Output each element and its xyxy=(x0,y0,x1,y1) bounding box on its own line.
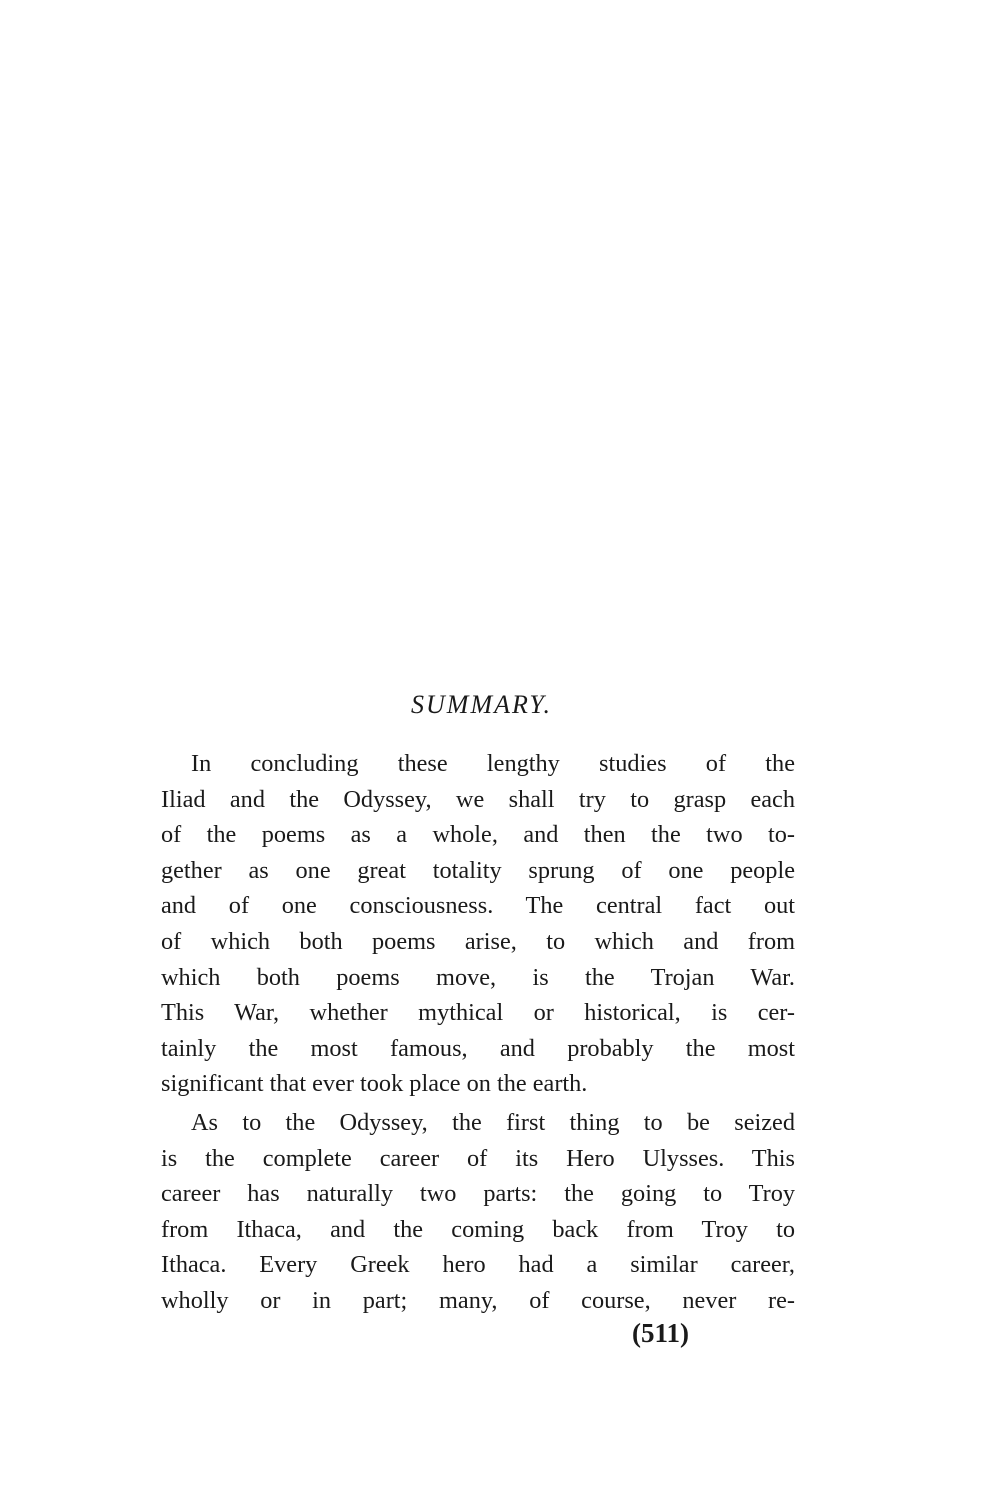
text-line: which both poems move, is the Trojan War. xyxy=(161,963,795,991)
text-line: wholly or in part; many, of course, never re- xyxy=(161,1286,795,1314)
text-line: of the poems as a whole, and then the two to- xyxy=(161,821,795,849)
text-line: gether as one great totality sprung of one people xyxy=(161,856,795,884)
text-line: of which both poems arise, to which and from xyxy=(161,927,795,955)
paragraph-2 xyxy=(161,1105,795,1319)
text-line: As to the Odyssey, the first thing to be seized xyxy=(191,1108,795,1136)
text-line: career has naturally two parts: the going to Troy xyxy=(161,1180,795,1208)
text-line: Iliad and the Odyssey, we shall try to grasp each xyxy=(161,785,795,813)
text-line: significant that ever took place on the earth. xyxy=(161,1070,588,1098)
page-heading: SUMMARY. xyxy=(411,690,552,719)
text-line: and of one consciousness. The central fact out xyxy=(161,892,795,920)
paragraph-1 xyxy=(161,746,795,1102)
text-line: This War, whether mythical or historical, is cer- xyxy=(161,999,795,1027)
text-line: from Ithaca, and the coming back from Troy to xyxy=(161,1215,795,1243)
page-number: (511) xyxy=(632,1318,689,1348)
text-line: tainly the most famous, and probably the most xyxy=(161,1034,795,1062)
body-text xyxy=(161,746,795,1319)
text-line: In concluding these lengthy studies of the xyxy=(191,750,795,777)
text-line: is the complete career of its Hero Ulysses. This xyxy=(161,1144,795,1172)
text-line: Ithaca. Every Greek hero had a similar career, xyxy=(161,1251,795,1279)
